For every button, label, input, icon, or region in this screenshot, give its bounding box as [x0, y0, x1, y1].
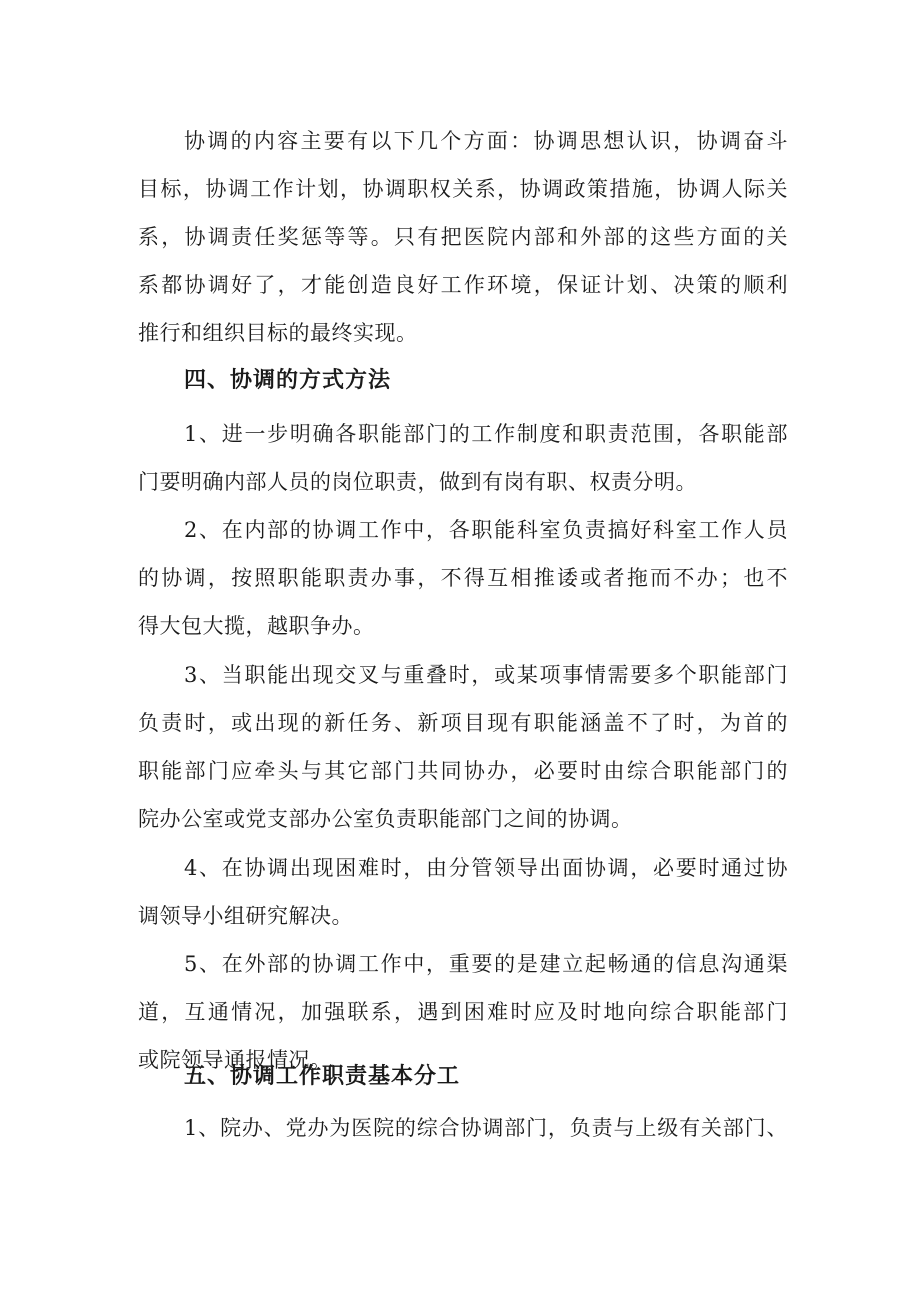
- paragraph-line: 职能部门应牵头与其它部门共同协办，必要时由综合职能部门的: [138, 759, 788, 783]
- paragraph-intro: [138, 117, 788, 357]
- paragraph-line: 1、进一步明确各职能部门的工作制度和职责范围，各职能部: [184, 422, 788, 446]
- paragraph-line: 5、在外部的协调工作中，重要的是建立起畅通的信息沟通渠: [184, 952, 788, 976]
- paragraph-line: 4、在协调出现困难时，由分管领导出面协调，必要时通过协: [184, 856, 788, 880]
- section-heading: 五、协调工作职责基本分工: [184, 1064, 461, 1089]
- paragraph-line: 系，协调责任奖惩等等。只有把医院内部和外部的这些方面的关: [138, 225, 788, 249]
- paragraph-line: 院办公室或党支部办公室负责职能部门之间的协调。: [138, 807, 633, 831]
- list-item: [138, 844, 788, 940]
- paragraph-line: 1、院办、党办为医院的综合协调部门，负责与上级有关部门、: [184, 1116, 788, 1140]
- section-heading: 四、协调的方式方法: [184, 368, 392, 393]
- list-item: [138, 506, 788, 650]
- paragraph-line: 的协调，按照职能职责办事，不得互相推诿或者拖而不办；也不: [138, 566, 788, 590]
- paragraph-line: 推行和组织目标的最终实现。: [138, 321, 418, 345]
- paragraph-line: 协调的内容主要有以下几个方面：协调思想认识，协调奋斗: [184, 129, 788, 153]
- list-item: [138, 1104, 788, 1152]
- paragraph-line: 负责时，或出现的新任务、新项目现有职能涵盖不了时，为首的: [138, 711, 788, 735]
- paragraph-line: 3、当职能出现交叉与重叠时，或某项事情需要多个职能部门: [184, 663, 788, 687]
- paragraph-line: 目标，协调工作计划，协调职权关系，协调政策措施，协调人际关: [138, 177, 788, 201]
- paragraph-line: 或院领导通报情况。: [138, 1048, 332, 1072]
- paragraph-line: 2、在内部的协调工作中，各职能科室负责搞好科室工作人员: [184, 518, 788, 542]
- list-item: [138, 651, 788, 843]
- paragraph-line: 门要明确内部人员的岗位职责，做到有岗有职、权责分明。: [138, 470, 697, 494]
- list-item: [138, 410, 788, 506]
- paragraph-line: 道，互通情况，加强联系，遇到困难时应及时地向综合职能部门: [138, 1000, 788, 1024]
- paragraph-line: 系都协调好了，才能创造良好工作环境，保证计划、决策的顺利: [138, 273, 788, 297]
- paragraph-line: 得大包大揽，越职争办。: [138, 614, 375, 638]
- paragraph-line: 调领导小组研究解决。: [138, 904, 353, 928]
